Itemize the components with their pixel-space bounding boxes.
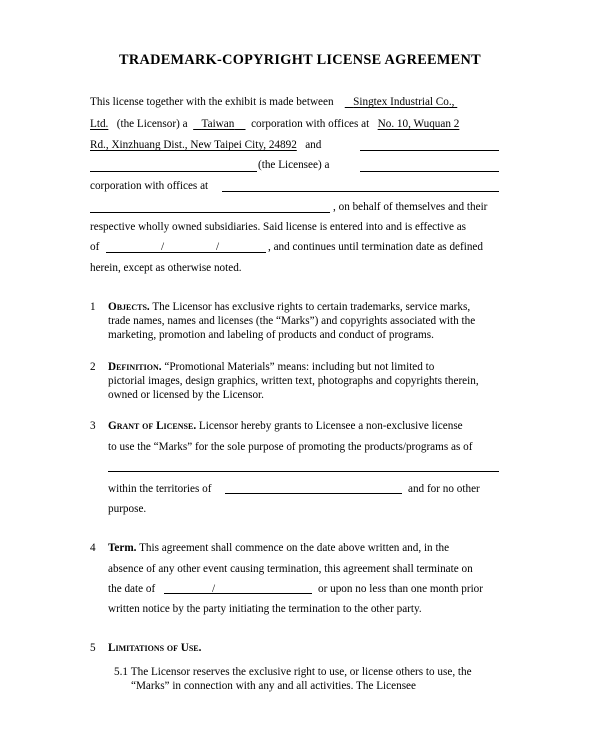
intro-line-2: Ltd. (the Licensor) a Taiwan corporation with offices at No. 10, Wuquan 2 [90, 118, 460, 130]
intro-herein: herein, except as otherwise noted. [90, 262, 242, 274]
date-slash-1: / [161, 241, 165, 253]
section-1-heading: Objects. [108, 301, 150, 313]
section-3-line-2: to use the “Marks” for the sole purpose of promoting the products/programs as of [108, 441, 473, 453]
licensor-name-continued[interactable]: Ltd. [90, 118, 109, 130]
section-1-line-3: marketing, promotion and labeling of products and conduct of programs. [108, 329, 434, 341]
licensor-name-field[interactable]: Singtex Industrial Co., [353, 96, 455, 108]
section-2-heading: Definition. [108, 361, 162, 373]
licensee-name-blank-1[interactable] [360, 150, 499, 151]
term-date-slash-1: / [212, 583, 216, 595]
date-slash-2: / [216, 241, 220, 253]
territories-blank[interactable] [225, 493, 402, 494]
licensee-role-text: (the Licensee) a [258, 159, 330, 171]
section-4-number: 4 [90, 542, 96, 554]
licensor-address-continued[interactable]: Rd., Xinzhuang Dist., New Taipei City, 24892 [90, 139, 297, 151]
section-4-no-less: or upon no less than one month prior [318, 583, 483, 595]
intro-effective-date-line: of [90, 241, 100, 253]
section-1-number: 1 [90, 301, 96, 313]
section-4-line-1: Term. This agreement shall commence on the date above written and, in the [108, 542, 450, 554]
section-2-number: 2 [90, 361, 96, 373]
section-1-line-2: trade names, names and licenses (the “Marks”) and copyrights associated with the [108, 315, 476, 327]
section-3-no-other: and for no other [408, 483, 480, 495]
intro-on-behalf: , on behalf of themselves and their [333, 201, 488, 213]
licensor-country-field[interactable]: Taiwan [201, 118, 235, 130]
licensee-name-blank-2[interactable] [90, 171, 257, 172]
licensor-address-field[interactable]: No. 10, Wuquan 2 [377, 118, 460, 130]
licensee-type-blank[interactable] [360, 171, 499, 172]
section-4-line-2: absence of any other event causing termination, this agreement shall terminate on [108, 563, 473, 575]
intro-line-1: This license together with the exhibit is made between Singtex Industrial Co., [90, 95, 457, 109]
section-5-1-line-1: 5.1 The Licensor reserves the exclusive right to use, or license others to use, the [114, 666, 472, 678]
section-4-heading: Term. [108, 542, 137, 554]
intro-line-3: Rd., Xinzhuang Dist., New Taipei City, 24892 and [90, 139, 322, 151]
section-5-number: 5 [90, 642, 96, 654]
document-title: TRADEMARK-COPYRIGHT LICENSE AGREEMENT [119, 52, 481, 68]
section-2-line-1: Definition. “Promotional Materials” means: including but not limited to [108, 361, 435, 373]
section-2-line-3: owned or licensed by the Licensor. [108, 389, 264, 401]
licensee-address-blank-2[interactable] [90, 212, 330, 213]
section-5-1-line-2: “Marks” in connection with any and all activities. The Licensee [131, 680, 416, 692]
section-4-date-of: the date of [108, 583, 156, 595]
licensee-address-blank-1[interactable] [222, 191, 499, 192]
intro-corp-offices: corporation with offices at [90, 180, 209, 192]
section-4-line-4: written notice by the party initiating the termination to the other party. [108, 603, 422, 615]
section-5-1-number: 5.1 [114, 666, 128, 678]
intro-continues: , and continues until termination date as defined [268, 241, 483, 253]
effective-date-field[interactable] [106, 252, 266, 253]
section-1-line-1: Objects. The Licensor has exclusive rights to certain trademarks, service marks, [108, 301, 471, 313]
section-2-line-2: pictorial images, design graphics, written text, photographs and copyrights therein, [108, 375, 479, 387]
section-3-number: 3 [90, 420, 96, 432]
section-5-heading: Limitations of Use. [108, 642, 202, 654]
section-3-territories: within the territories of [108, 483, 212, 495]
products-programs-blank[interactable] [108, 471, 499, 472]
section-3-purpose: purpose. [108, 503, 147, 515]
section-3-line-1: Grant of License. Licensor hereby grants to Licensee a non-exclusive license [108, 420, 463, 432]
intro-subsidiaries: respective wholly owned subsidiaries. Said license is entered into and is effective as [90, 221, 467, 233]
termination-date-field[interactable] [164, 593, 312, 594]
section-3-heading: Grant of License. [108, 420, 197, 432]
